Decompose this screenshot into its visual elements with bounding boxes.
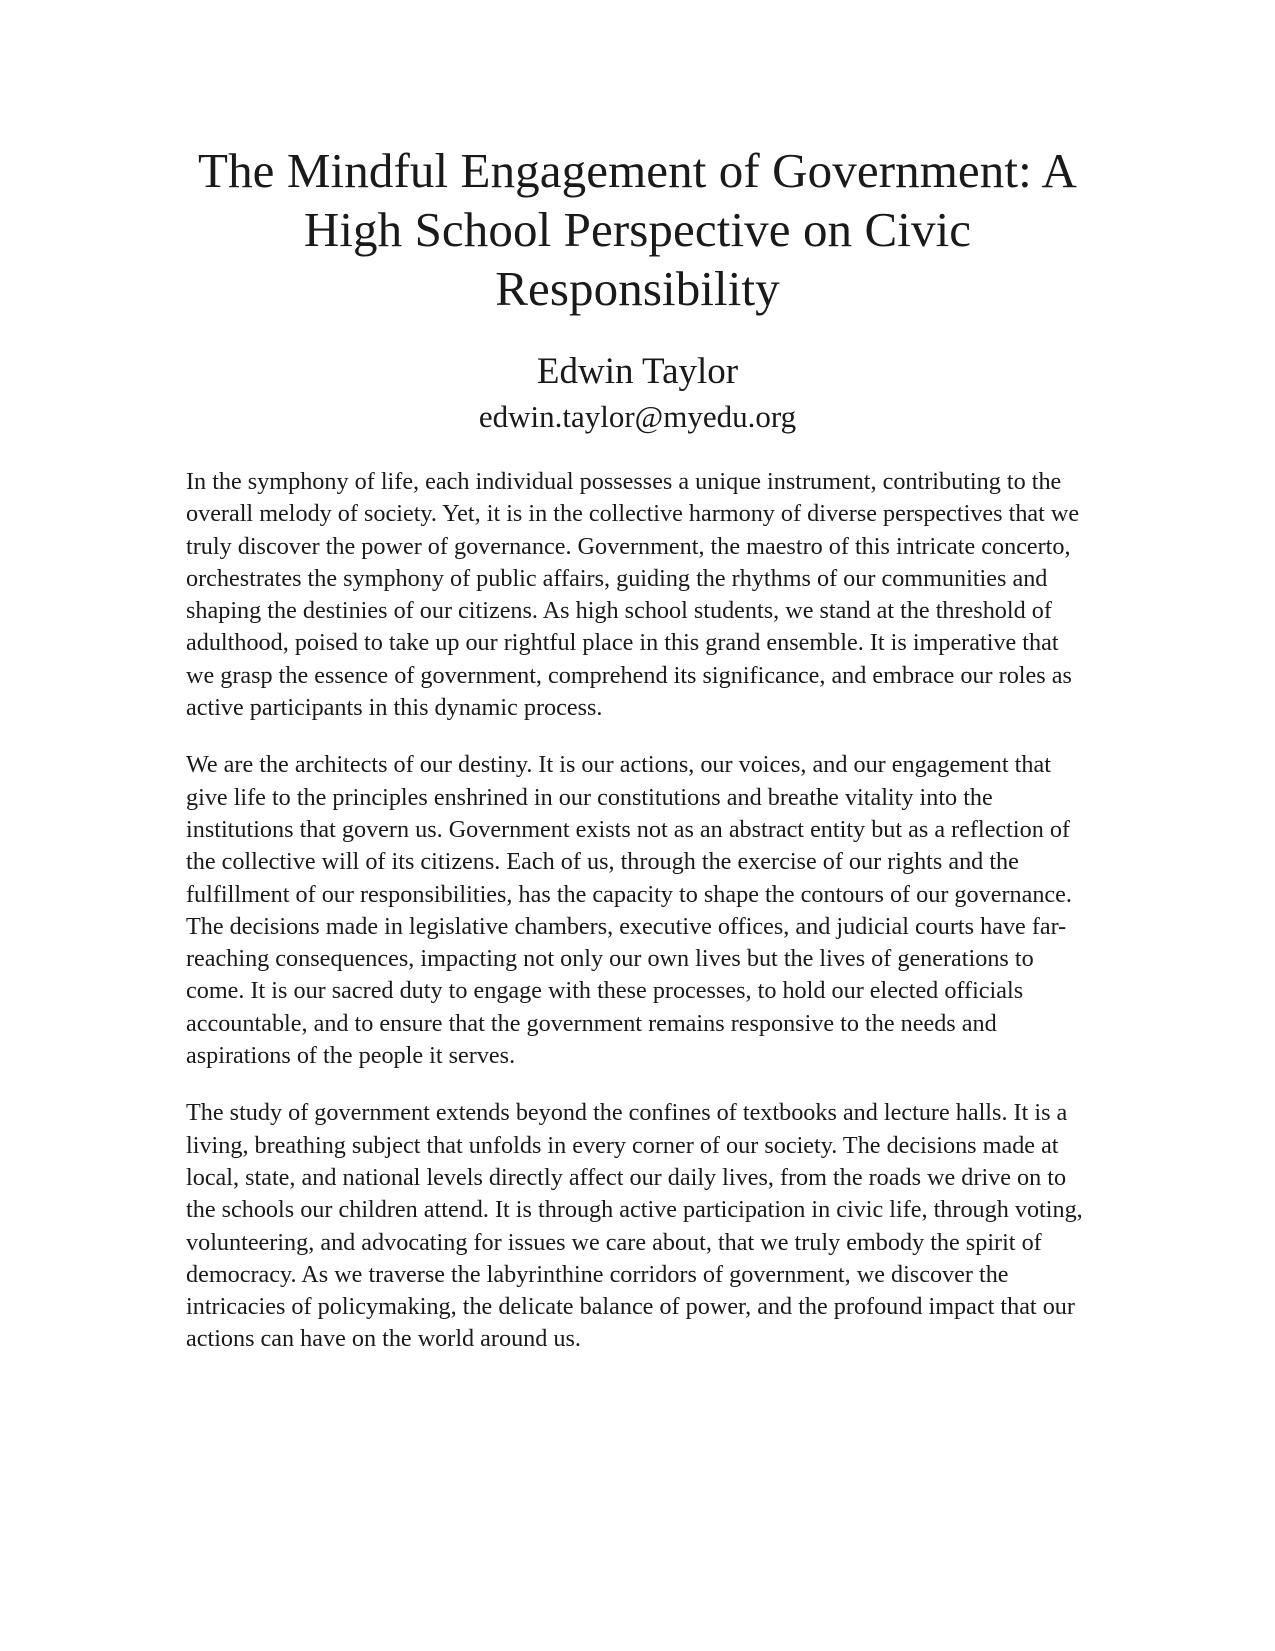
author-name: Edwin Taylor (536, 351, 739, 392)
document-title: The Mindful Engagement of Government: A High School Perspective on Civic Responsibility (198, 143, 1077, 316)
paragraph-3: The study of government extends beyond the confines of textbooks and lecture halls. It is a living, breathing subject that unfolds in every corner of our society. The decisions made at local, state, and national levels directly affect our daily lives, from the roads we drive on to the schools our children attend. It is through active participation in civic life, through voting, volunteering, and advocating for issues we care about, that we truly embody the spirit of democracy. As we traverse the labyrinthine corridors of government, we discover the intricacies of policymaking, the delicate balance of power, and the profound impact that our actions can have on the world around us. (186, 1099, 1083, 1353)
author-email: edwin.taylor@myedu.org (478, 399, 797, 434)
paragraph-2: We are the architects of our destiny. It is our actions, our voices, and our engagement that give life to the principles enshrined in our constitutions and breathe vitality into the institutions that govern us. Government exists not as an abstract entity but as a reflection of the collective will of its citizens. Each of us, through the exercise of our rights and the fulfillment of our responsibilities, has the capacity to shape the contours of our governance. The decisions made in legislative chambers, executive offices, and judicial courts have far-reaching consequences, impacting not only our own lives but the lives of generations to come. It is our sacred duty to engage with these processes, to hold our elected officials accountable, and to ensure that the government remains responsive to the needs and aspirations of the people it serves. (186, 751, 1072, 1070)
paragraph-1: In the symphony of life, each individual possesses a unique instrument, contributing to the overall melody of society. Yet, it is in the collective harmony of diverse perspectives that we truly discover the power of governance. Government, the maestro of this intricate concerto, orchestrates the symphony of public affairs, guiding the rhythms of our communities and shaping the destinies of our citizens. As high school students, we stand at the threshold of adulthood, poised to take up our rightful place in this grand ensemble. It is imperative that we grasp the essence of government, comprehend its significance, and embrace our roles as active participants in this dynamic process. (186, 468, 1080, 722)
document-body (186, 466, 1091, 1381)
